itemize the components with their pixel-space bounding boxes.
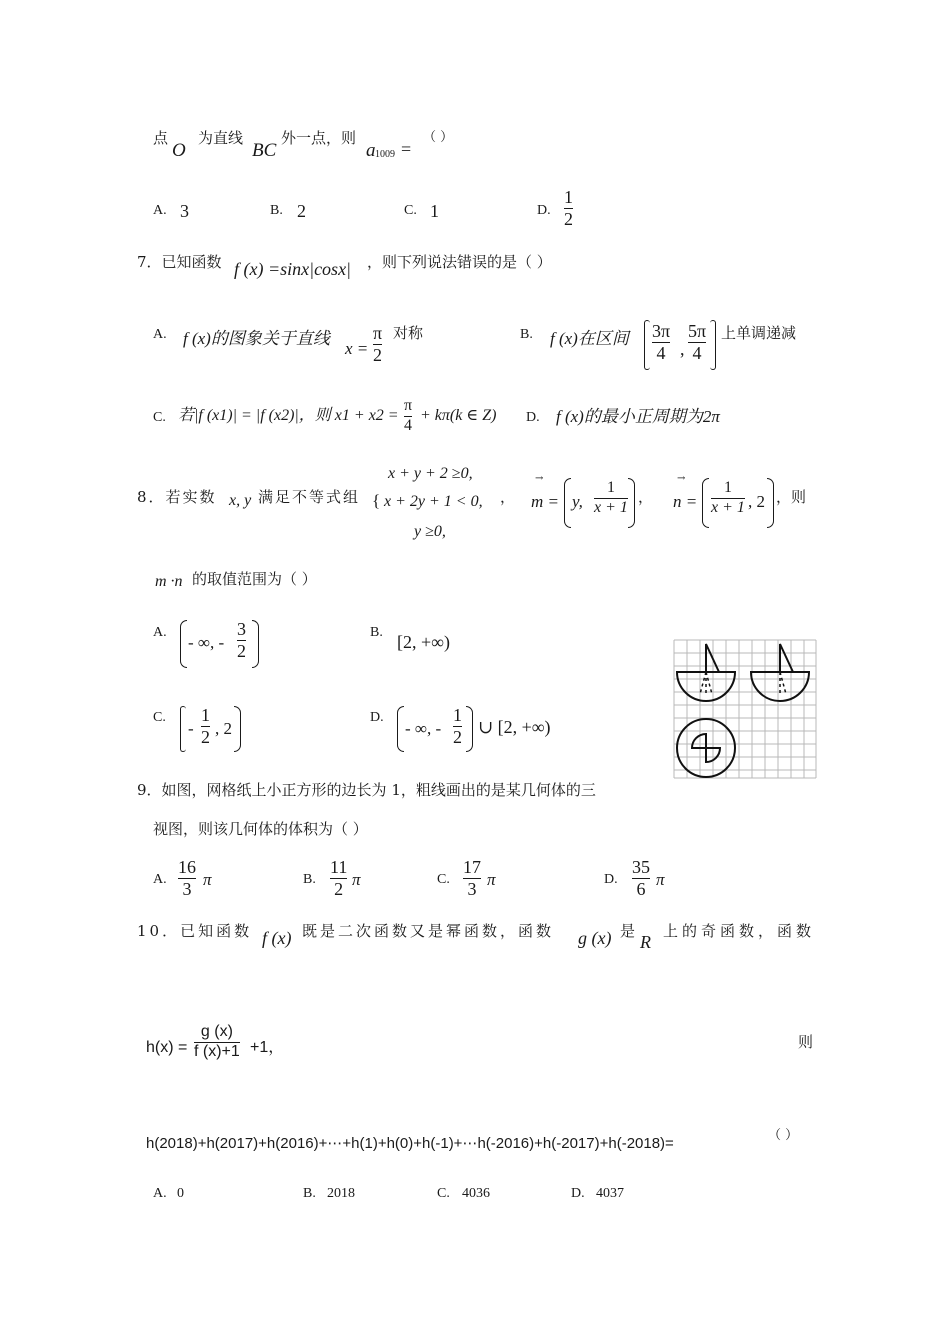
q7-option-a-text1: f (x)的图象关于直线 <box>183 329 330 348</box>
frac-num: 1 <box>453 705 462 725</box>
q8-option-d-right-paren <box>466 706 473 752</box>
q8-system-line2: x + 2y + 1 < 0, <box>384 493 483 510</box>
frac-den: x + 1 <box>594 498 628 516</box>
q9-option-c-fraction <box>463 858 481 899</box>
q10-h-fraction <box>194 1024 240 1061</box>
q9-option-a-fraction <box>178 858 196 899</box>
q8-option-a-left: - ∞, - <box>188 633 225 652</box>
frac-num: 5π <box>688 321 707 341</box>
frac-den: 3 <box>467 878 477 899</box>
q10-option-c-label: C. <box>437 1186 450 1201</box>
q8-comma-1: ， <box>500 488 516 506</box>
q8-text2: 满足不等式组 <box>258 488 361 506</box>
q9-option-d-pi: π <box>656 870 665 889</box>
q8-m-fraction <box>594 480 628 517</box>
q10-then: 则 <box>798 1033 814 1051</box>
q10-option-a-value: 0 <box>177 1186 184 1201</box>
three-view-figure <box>672 638 818 780</box>
q8-vector-n: n = <box>673 492 698 511</box>
frac-num: g (x) <box>200 1023 233 1040</box>
q9-option-b-fraction <box>330 858 347 899</box>
q8-n-left-paren <box>702 478 709 528</box>
q9-option-a-pi: π <box>203 870 212 889</box>
q8-m-right-paren <box>628 478 635 528</box>
q8-n-right-paren <box>767 478 774 528</box>
q6-option-c-value: 1 <box>430 201 439 221</box>
q10-sum-expression: h(2018)+h(2017)+h(2016)+⋯+h(1)+h(0)+h(-1)+⋯h(-2016)+h(-2017)+h(-2018)= <box>146 1135 674 1152</box>
q7-option-a-fraction <box>373 324 382 365</box>
q7-option-c-fraction <box>404 398 412 435</box>
q8-option-c-label: C. <box>153 710 166 725</box>
q9-option-b-label: B. <box>303 872 316 887</box>
q10-option-b-label: B. <box>303 1186 316 1201</box>
q7-option-c-label: C. <box>153 410 166 425</box>
frac-den: 2 <box>201 726 210 747</box>
q9-option-c-pi: π <box>487 870 496 889</box>
q10-fx: f (x) <box>262 928 292 948</box>
q7-option-a-text2: x = <box>345 339 369 358</box>
q9-line2: 视图，则该几何体的体积为（ ） <box>153 820 368 838</box>
q10-text-b: 既是二次函数又是幂函数，函数 <box>302 922 555 940</box>
q6-text-line: 为直线 <box>198 129 244 147</box>
q6-option-c-label: C. <box>404 203 417 218</box>
frac-den: 3 <box>182 878 192 899</box>
frac-den: x + 1 <box>711 498 745 516</box>
q8-line2-expr: m ·n <box>155 573 183 590</box>
frac-num: 1 <box>606 479 615 496</box>
frac-num: 3π <box>652 321 671 341</box>
q7-option-b-text2: 上单调递减 <box>721 324 797 342</box>
q7-option-b-left-bracket <box>644 320 650 370</box>
q8-option-a-right-paren <box>252 620 259 668</box>
frac-num: 16 <box>178 857 196 877</box>
frac-den: 4 <box>692 342 702 363</box>
q8-option-a-fraction <box>237 620 246 661</box>
q10-gx: g (x) <box>578 928 612 948</box>
q8-m-y: y, <box>572 492 583 511</box>
q9-option-d-fraction <box>632 858 650 899</box>
frac-num: 11 <box>330 857 348 877</box>
q6-equals: = <box>401 139 412 159</box>
q10-option-d-value: 4037 <box>596 1186 624 1201</box>
frac-num: 1 <box>201 705 210 725</box>
q7-option-a-label: A. <box>153 327 167 342</box>
q6-option-a-value: 3 <box>180 201 189 221</box>
q7-option-b-text1: f (x)在区间 <box>550 329 629 348</box>
q9-option-d-label: D. <box>604 872 618 887</box>
frac-num: 1 <box>723 479 732 496</box>
q8-system-line3: y ≥0, <box>414 523 446 540</box>
frac-den: 2 <box>334 878 344 899</box>
frac-den: 4 <box>656 342 666 363</box>
q8-option-d-right: ∪ [2, +∞) <box>478 717 551 737</box>
q6-sub-1009: 1009 <box>375 149 395 160</box>
q8-option-c-right-paren <box>234 706 241 752</box>
frac-den: 2 <box>373 344 383 365</box>
q6-var-o: O <box>172 140 186 161</box>
q8-system-brace: { <box>372 491 381 510</box>
q8-option-d-label: D. <box>370 710 384 725</box>
q7-option-b-label: B. <box>520 327 533 342</box>
q10-text-a: 10．已知函数 <box>137 922 253 940</box>
q8-option-b-label: B. <box>370 625 383 640</box>
q10-option-a-label: A. <box>153 1186 167 1201</box>
q10-paren: （ ） <box>768 1128 799 1143</box>
frac-den: 2 <box>453 726 462 747</box>
frac-num: 3 <box>237 619 246 639</box>
frac-den: 6 <box>636 878 646 899</box>
q8-option-b-text: [2, +∞) <box>397 632 450 652</box>
q10-h-lhs: h(x) = <box>146 1039 188 1056</box>
q6-option-d-fraction <box>564 188 573 229</box>
q9-option-c-label: C. <box>437 872 450 887</box>
q10-option-c-value: 4036 <box>462 1186 490 1201</box>
q6-var-a: a <box>366 140 376 161</box>
q7-option-b-comma: , <box>680 339 685 359</box>
q8-vector-m: m = <box>531 492 559 511</box>
frac-num: π <box>373 323 383 343</box>
q8-n-two: , 2 <box>748 492 765 511</box>
q6-paren: （ ） <box>423 130 454 145</box>
q6-option-b-value: 2 <box>297 201 306 221</box>
q8-option-d-fraction <box>453 706 462 747</box>
q10-text-d: 上的奇函数，函数 <box>663 922 816 940</box>
q8-option-a-left-paren <box>180 620 187 668</box>
q7-prefix: 7．已知函数 <box>137 253 222 271</box>
q6-option-b-label: B. <box>270 203 283 218</box>
q8-prefix: 8．若实数 <box>137 488 217 506</box>
q8-comma-2: ， <box>638 488 654 506</box>
q8-vars: x, y <box>229 492 252 509</box>
q9-option-b-pi: π <box>352 870 361 889</box>
q7-option-c-text2: + kπ(k ∈ Z) <box>420 407 497 424</box>
frac-den: 4 <box>404 416 413 434</box>
q7-option-a-text3: 对称 <box>393 324 424 342</box>
frac-den: 2 <box>237 640 246 661</box>
frac-num: 1 <box>564 187 573 207</box>
q10-h-plus: +1， <box>250 1039 285 1056</box>
q8-option-c-fraction <box>201 706 210 747</box>
frac-den: f (x)+1 <box>194 1042 240 1060</box>
q7-option-b-right-bracket <box>710 320 716 370</box>
q8-option-d-left-paren <box>397 706 404 752</box>
q6-text-point: 点 <box>153 129 169 147</box>
q10-text-c: 是 <box>620 922 636 940</box>
q9-line1: 9．如图，网格纸上小正方形的边长为 1，粗线画出的是某几何体的三 <box>137 781 596 799</box>
q8-m-left-paren <box>564 478 571 528</box>
q7-option-b-fraction-1 <box>652 322 670 363</box>
q8-vector-arrow-m: → <box>535 473 544 484</box>
q10-option-d-label: D. <box>571 1186 585 1201</box>
grid-lines <box>674 640 816 778</box>
q10-R: R <box>640 932 651 952</box>
q7-option-d-label: D. <box>526 410 540 425</box>
q8-system-line1: x + y + 2 ≥0, <box>388 465 473 482</box>
q6-option-d-label: D. <box>537 203 551 218</box>
q8-tail: ，则 <box>776 488 807 506</box>
frac-num: 17 <box>463 857 481 877</box>
q7-suffix: ，则下列说法错误的是（ ） <box>367 253 552 271</box>
q6-var-bc: BC <box>252 140 277 161</box>
frac-num: 35 <box>632 857 650 877</box>
q8-option-d-left: - ∞, - <box>405 719 442 738</box>
q7-option-b-fraction-2 <box>688 322 706 363</box>
q8-vector-arrow-n: → <box>677 473 686 484</box>
q7-option-c-text1: 若|f (x1)| = |f (x2)|，则 x1 + x2 = <box>178 407 399 424</box>
q6-option-a-label: A. <box>153 203 167 218</box>
frac-den: 2 <box>564 208 573 229</box>
q10-option-b-value: 2018 <box>327 1186 355 1201</box>
q8-option-c-right: , 2 <box>215 719 232 738</box>
q7-option-d-text: f (x)的最小正周期为2π <box>556 407 720 426</box>
frac-num: π <box>404 397 413 414</box>
q8-line2-text: 的取值范围为（ ） <box>192 570 317 588</box>
q6-text-outside: 外一点，则 <box>281 129 357 147</box>
q7-function: f (x) =sinx|cosx| <box>234 259 351 279</box>
q8-n-fraction <box>711 480 745 517</box>
q8-option-a-label: A. <box>153 625 167 640</box>
q9-option-a-label: A. <box>153 872 167 887</box>
q8-option-c-left-bracket <box>180 706 186 752</box>
q8-option-c-left: - <box>188 719 194 738</box>
